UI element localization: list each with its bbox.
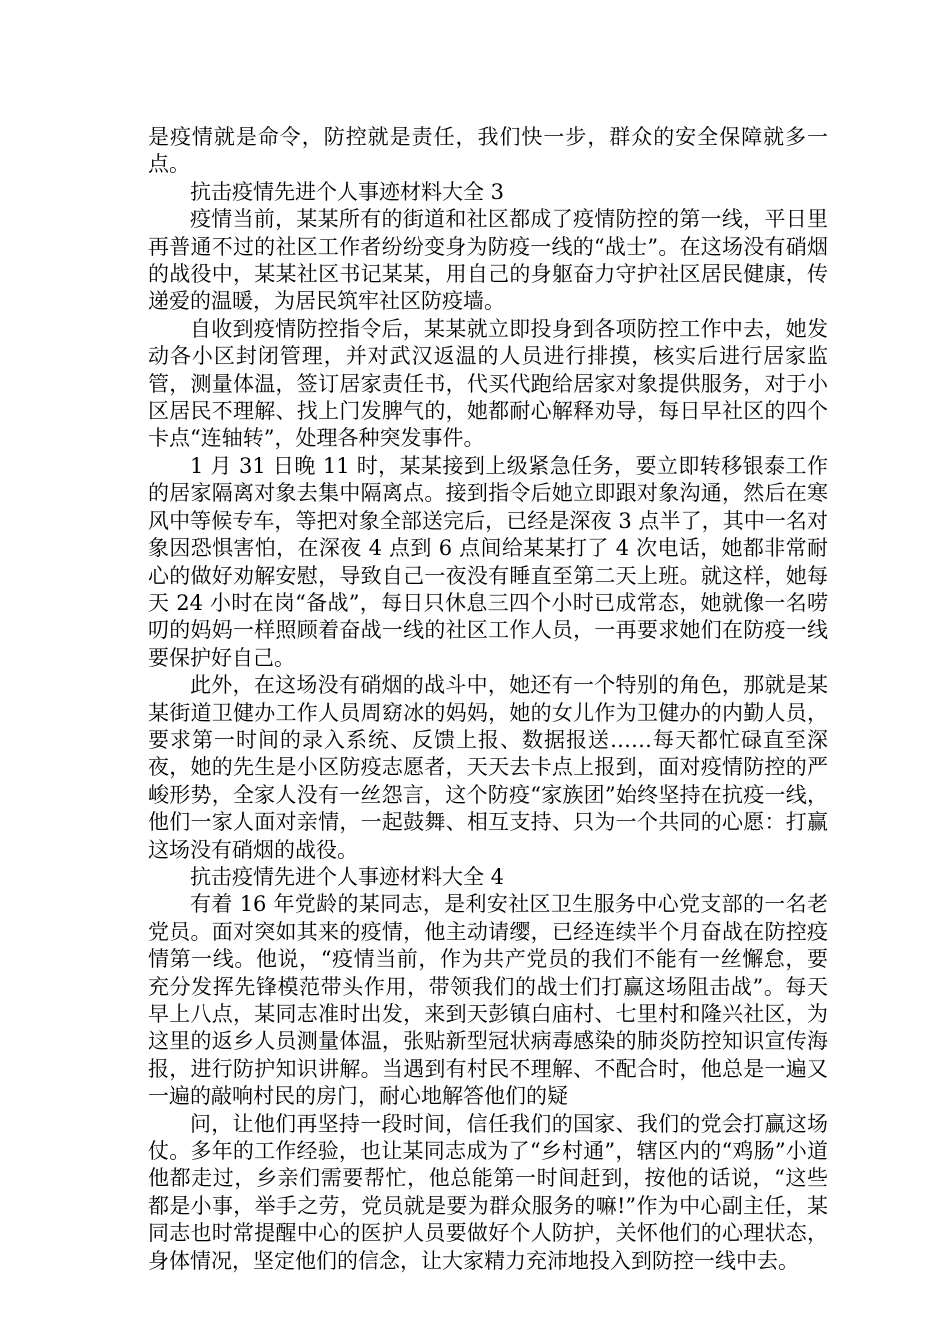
paragraph: 1 月 31 日晚 11 时，某某接到上级紧急任务，要立即转移银泰工作的居家隔离对象去集中隔离点。接到指令后她立即跟对象沟通，然后在寒风中等候专车，等把对象全部送完后，已经是深夜 3 点半了，其中一名对象因恐惧害怕，在深夜 4 点到 6 点间给某某打了 4 次电话，她都非常耐心的做好劝解安慰，导致自己一夜没有睡直至第二天上班。就这样，她每天 24 小时在岗“备战”，每日只休息三四个小时已成常态，她就像一名唠叨的妈妈一样照顾着奋战一线的社区工作人员，一再要求她们在防疫一线要保护好自己。 <box>148 453 828 670</box>
section-heading-4: 抗击疫情先进个人事迹材料大全 4 <box>190 864 505 889</box>
paragraph: 问，让他们再坚持一段时间，信任我们的国家、我们的党会打赢这场仗。多年的工作经验，也让某同志成为了“乡村通”，辖区内的“鸡肠”小道他都走过，乡亲们需要帮忙，他总能第一时间赶到，按他的话说，“这些都是小事，举手之劳，党员就是要为群众服务的嘛!”作为中心副主任，某同志也时常提醒中心的医护人员要做好个人防护，关怀他们的心理状态，身体情况，坚定他们的信念，让大家精力充沛地投入到防控一线中去。 <box>148 1111 828 1273</box>
paragraph: 此外，在这场没有硝烟的战斗中，她还有一个特别的角色，那就是某某街道卫健办工作人员周窈冰的妈妈，她的女儿作为卫健办的内勤人员，要求第一时间的录入系统、反馈上报、数据报送……每天都忙碌直至深夜，她的先生是小区防疫志愿者，天天去卡点上报到，面对疫情防控的严峻形势，全家人没有一丝怨言，这个防疫“家族团”始终坚持在抗疫一线，他们一家人面对亲情，一起鼓舞、相互支持、只为一个共同的心愿：打赢这场没有硝烟的战役。 <box>148 673 828 862</box>
paragraph: 疫情当前，某某所有的街道和社区都成了疫情防控的第一线，平日里再普通不过的社区工作者纷纷变身为防疫一线的“战士”。在这场没有硝烟的战役中，某某社区书记某某，用自己的身躯奋力守护社区居民健康，传递爱的温暖，为居民筑牢社区防疫墙。 <box>148 207 828 314</box>
paragraph: 有着 16 年党龄的某同志，是利安社区卫生服务中心党支部的一名老党员。面对突如其来的疫情，他主动请缨，已经连续半个月奋战在防控疫情第一线。他说，“疫情当前，作为共产党员的我们不能有一丝懈怠，要充分发挥先锋模范带头作用，带领我们的战士们打赢这场阻击战”。每天早上八点，某同志准时出发，来到天彭镇白庙村、七里村和隆兴社区，为这里的返乡人员测量体温，张贴新型冠状病毒感染的肺炎防控知识宣传海报，进行防护知识讲解。当遇到有村民不理解、不配合时，他总是一遍又一遍的敲响村民的房门，耐心地解答他们的疑 <box>148 892 828 1109</box>
paragraph: 自收到疫情防控指令后，某某就立即投身到各项防控工作中去，她发动各小区封闭管理，并对武汉返温的人员进行排摸，核实后进行居家监管，测量体温，签订居家责任书，代买代跑给居家对象提供服务，对于小区居民不理解、找上门发脾气的，她都耐心解释劝导，每日早社区的四个卡点“连轴转”，处理各种突发事件。 <box>148 316 828 451</box>
document-page <box>148 124 828 1275</box>
paragraph-intro-continuation: 是疫情就是命令，防控就是责任，我们快一步，群众的安全保障就多一点。 <box>148 125 828 177</box>
section-heading-3: 抗击疫情先进个人事迹材料大全 3 <box>190 179 505 204</box>
